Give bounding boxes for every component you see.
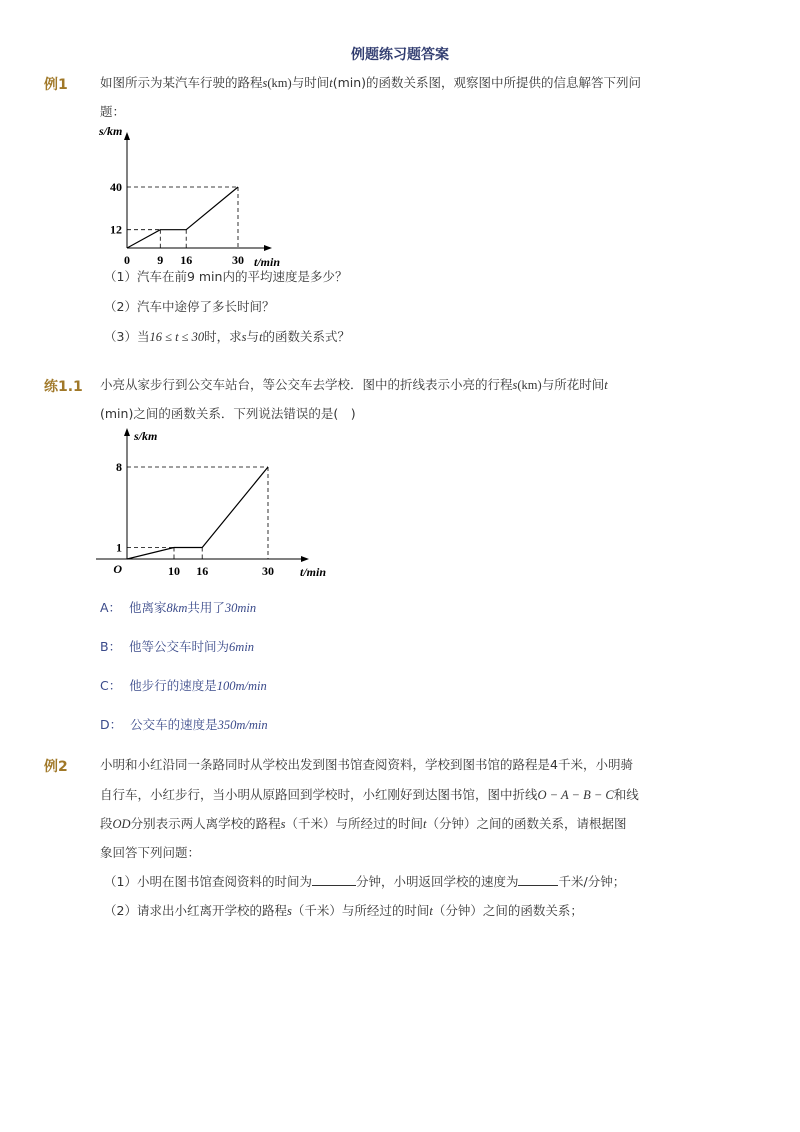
x-axis-arrow [264,245,272,251]
option-b[interactable]: B： 他等公交车时间为6min [100,639,255,654]
example-1-question-2: （2）汽车中途停了多长时间？ [104,299,275,314]
example-1-label: 例1 [44,77,68,93]
answer-blank-2[interactable] [518,873,558,886]
example-2-line-3: 段OD分别表示两人离学校的路程s（千米）与所经过的时间t（分钟）之间的函数关系，请根据图 [100,816,627,831]
chart-2 [96,424,336,580]
example-1-line-2: 题： [100,104,126,119]
example-2-label: 例2 [44,759,68,775]
y-tick-label: 1 [116,540,122,555]
y-tick-label: 8 [116,460,122,474]
y-axis-label: s/km [134,429,158,443]
x-tick-label: 9 [157,253,164,267]
x-axis-label: t/min [254,255,281,269]
exercise-1-1-line-1: 小亮从家步行到公交车站台，等公交车去学校．图中的折线表示小亮的行程s(km)与所花时间t [100,377,608,392]
y-tick-label: 40 [110,180,122,194]
option-a[interactable]: A： 他离家8km共用了30min [100,600,257,615]
exercise-1-1-label: 练1.1 [44,379,83,395]
answer-blank-1[interactable] [312,873,356,886]
x-tick-label: 30 [232,253,244,267]
series-line [127,187,238,248]
option-d[interactable]: D： 公交车的速度是350m/min [100,717,268,732]
chart-2-plot [96,428,326,579]
x-axis-arrow [301,556,309,562]
option-c[interactable]: C： 他步行的速度是100m/min [100,678,267,693]
page-title: 例题练习题答案 [351,47,449,63]
y-tick-label: 12 [110,222,122,237]
y-axis-arrow [124,132,130,140]
chart-1-plot [98,124,280,269]
example-1-question-1: （1）汽车在前9 min内的平均速度是多少？ [104,269,348,284]
origin-label: O [113,562,122,576]
example-2-line-1: 小明和小红沿同一条路同时从学校出发到图书馆查阅资料，学校到图书馆的路程是4千米，小明骑 [100,757,633,772]
chart-1 [96,124,296,274]
x-tick-label: 10 [168,564,180,578]
x-tick-label: 30 [262,564,274,578]
y-axis-arrow [124,428,130,436]
example-2-question-2: （2）请求出小红离开学校的路程s（千米）与所经过的时间t（分钟）之间的函数关系； [104,903,583,918]
example-2-line-2: 自行车，小红步行，当小明从原路回到学校时，小红刚好到达图书馆，图中折线O − A − B − C和线 [100,787,639,802]
example-2-question-1: （1）小明在图书馆查阅资料的时间为 分钟，小明返回学校的速度为 千米/分钟； [104,874,626,889]
x-tick-label: 16 [180,253,193,267]
y-axis-label: s/km [99,124,123,138]
x-tick-label: 0 [124,253,130,267]
example-1-question-3: （3）当16 ≤ t ≤ 30时，求s与t的函数关系式？ [104,329,351,344]
x-axis-label: t/min [300,565,327,579]
exercise-1-1-line-2: (min)之间的函数关系．下列说法错误的是( ) [100,406,356,421]
example-2-line-4: 象回答下列问题： [100,845,201,860]
x-tick-label: 16 [196,564,209,578]
series-line [127,467,268,559]
example-1-line-1: 如图所示为某汽车行驶的路程s(km)与时间t(min)的函数关系图，观察图中所提供的信息解答下列问 [100,75,642,90]
